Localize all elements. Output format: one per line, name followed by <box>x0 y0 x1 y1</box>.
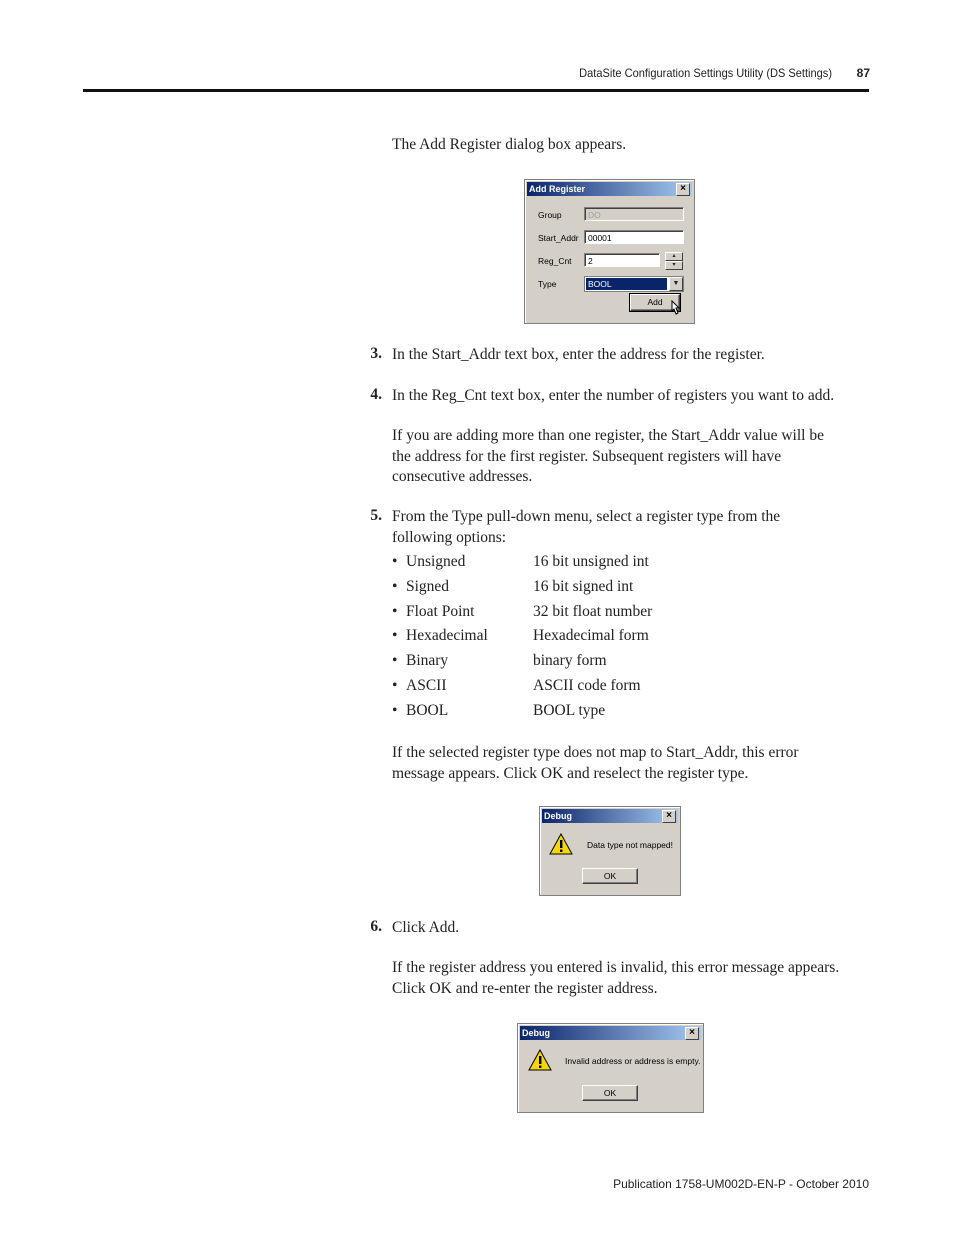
step-text: Click Add. <box>392 919 460 936</box>
reg-cnt-stepper[interactable] <box>665 252 683 268</box>
add-register-dialog <box>524 179 695 324</box>
option-desc: binary form <box>533 652 607 669</box>
spin-down-icon[interactable]: ▾ <box>665 261 683 270</box>
intro-text: The Add Register dialog box appears. <box>392 136 627 153</box>
option-desc: 16 bit signed int <box>533 578 634 595</box>
step-line: From the Type pull-down menu, select a register type from the <box>392 508 781 525</box>
option-name: ASCII <box>406 677 447 694</box>
start-addr-input[interactable]: 00001 <box>584 230 684 244</box>
start-addr-label: Start_Addr <box>538 233 579 243</box>
add-button[interactable]: Add <box>630 294 680 311</box>
bullet: • <box>392 652 398 669</box>
close-icon[interactable]: × <box>662 810 676 823</box>
footer-publication: Publication 1758-UM002D-EN-P - October 2010 <box>613 1177 869 1191</box>
step-text: In the Start_Addr text box, enter the address for the register. <box>392 346 765 363</box>
error-message: Data type not mapped! <box>587 840 674 850</box>
option-desc: ASCII code form <box>533 677 641 694</box>
type-select[interactable] <box>584 276 684 292</box>
option-name: Signed <box>406 578 450 595</box>
close-icon[interactable]: × <box>685 1027 699 1040</box>
error-message: Invalid address or address is empty. <box>565 1056 701 1066</box>
dialog-titlebar <box>542 809 678 823</box>
note-line: the address for the first register. Subsequent registers will have <box>392 447 782 465</box>
reg-cnt-input[interactable]: 2 <box>584 253 660 267</box>
dialog-titlebar <box>527 182 692 196</box>
option-desc: Hexadecimal form <box>533 627 649 644</box>
bullet: • <box>392 702 398 719</box>
note-line: Click OK and re-enter the register address. <box>392 979 658 997</box>
type-select-value: BOOL <box>586 278 667 290</box>
dialog-title: Debug <box>522 1028 550 1038</box>
warning-icon <box>549 833 573 855</box>
bullet: • <box>392 627 398 644</box>
warning-icon <box>528 1049 552 1071</box>
option-name: Hexadecimal <box>406 627 488 644</box>
debug-dialog-type-not-mapped <box>539 806 681 896</box>
close-icon[interactable]: × <box>676 183 690 196</box>
option-desc: 32 bit float number <box>533 603 653 620</box>
step4-note <box>392 426 824 488</box>
dialog-title: Add Register <box>529 184 586 194</box>
page-number: 87 <box>856 66 870 80</box>
header-rule <box>83 89 869 92</box>
chevron-down-icon[interactable]: ▼ <box>669 277 683 291</box>
step-number: 4. <box>370 386 382 403</box>
group-field: DO <box>584 207 684 221</box>
step5-note <box>392 743 799 784</box>
type-label: Type <box>538 279 557 289</box>
debug-dialog-invalid-address <box>517 1023 704 1113</box>
bullet: • <box>392 578 398 595</box>
step-number: 6. <box>370 918 382 935</box>
running-header-title: DataSite Configuration Settings Utility (DS Settings) <box>579 66 832 80</box>
dialog-title: Debug <box>544 811 572 821</box>
step5-text <box>392 507 780 548</box>
option-desc: 16 bit unsigned int <box>533 553 649 570</box>
group-label: Group <box>538 210 562 220</box>
step-number: 3. <box>370 345 382 362</box>
mouse-pointer-icon <box>669 300 681 316</box>
step-number: 5. <box>370 507 382 524</box>
step-line: following options: <box>392 528 507 546</box>
spin-up-icon[interactable]: ▴ <box>665 252 683 261</box>
option-name: Float Point <box>406 603 475 620</box>
note-line: If you are adding more than one register, the Start_Addr value will be <box>392 427 824 444</box>
note-line: message appears. Click OK and reselect the register type. <box>392 764 749 782</box>
option-name: BOOL <box>406 702 449 719</box>
step-text: In the Reg_Cnt text box, enter the number of registers you want to add. <box>392 387 835 404</box>
dialog-titlebar <box>520 1026 701 1040</box>
note-line: consecutive addresses. <box>392 468 533 485</box>
note-line: If the register address you entered is invalid, this error message appears. <box>392 959 840 976</box>
bullet: • <box>392 603 398 620</box>
reg-cnt-label: Reg_Cnt <box>538 256 572 266</box>
ok-button[interactable]: OK <box>582 868 638 884</box>
option-name: Binary <box>406 652 449 669</box>
option-desc: BOOL type <box>533 702 606 719</box>
ok-button[interactable]: OK <box>582 1085 638 1101</box>
bullet: • <box>392 677 398 694</box>
step6-note <box>392 958 839 999</box>
note-line: If the selected register type does not map to Start_Addr, this error <box>392 744 799 761</box>
bullet: • <box>392 553 398 570</box>
option-name: Unsigned <box>406 553 466 570</box>
